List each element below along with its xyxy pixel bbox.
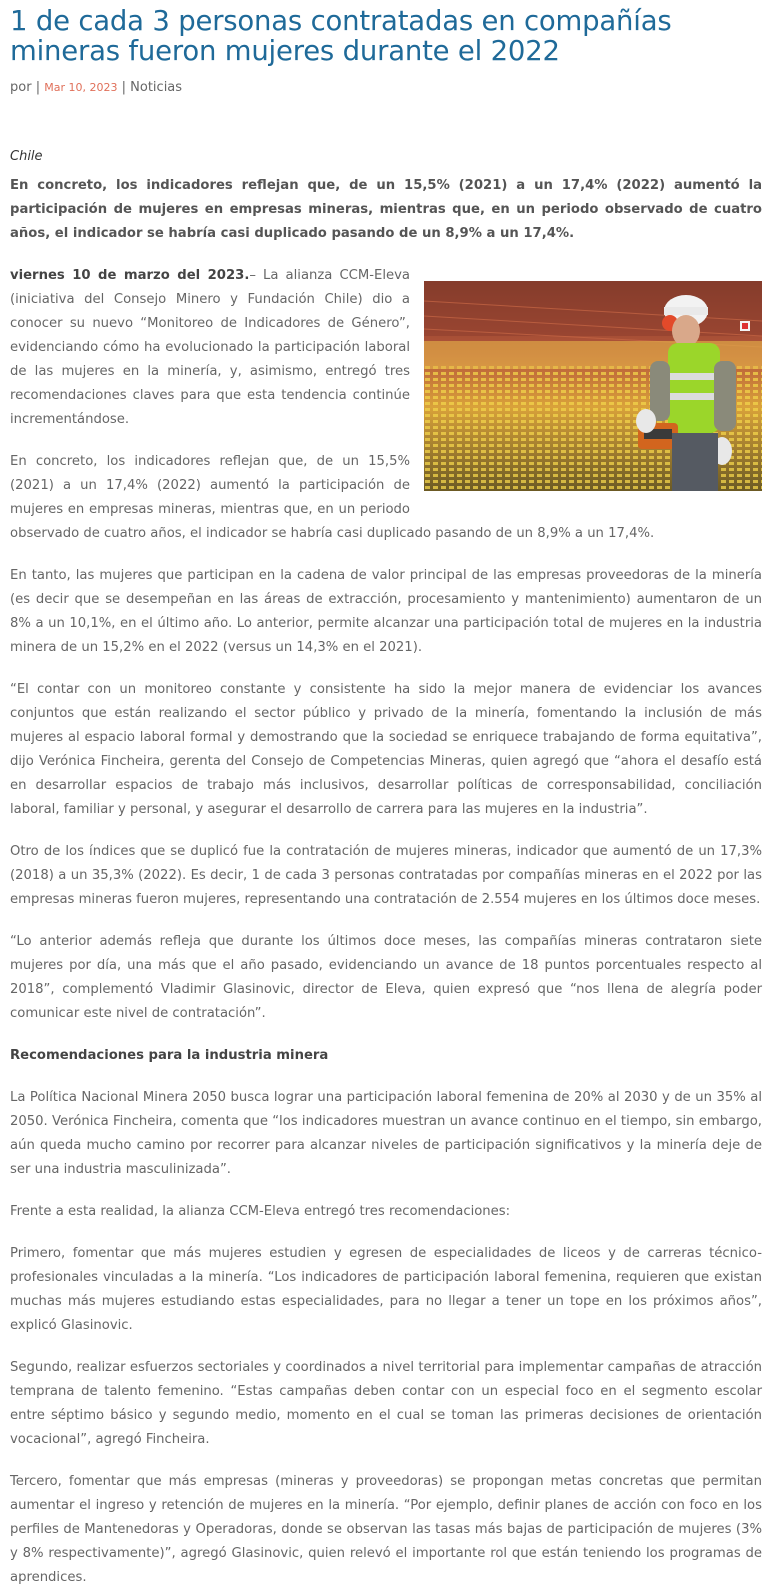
- section-heading: Recomendaciones para la industria minera: [10, 1048, 329, 1063]
- article-title: 1 de cada 3 personas contratadas en compañías mineras fueron mujeres durante el 2022: [10, 5, 672, 67]
- paragraph: Frente a esta realidad, la alianza CCM-Eleva entregó tres recomendaciones:: [10, 1204, 511, 1219]
- paragraph: Primero, fomentar que más mujeres estudien y egresen de especialidades de liceos y de carreras técnico-profesionales vinculadas a la minería. “Los indicadores de participación laboral femenina, requieren que existan muchas más mujeres estudiando estas especialidades, para no llegar a tener un tope en los próximos años”, explicó Glasinovic.: [10, 1246, 762, 1333]
- article-meta: [10, 80, 762, 95]
- paragraph: “Lo anterior además refleja que durante los últimos doce meses, las compañías mineras contrataron siete mujeres por día, una más que el año pasado, evidenciando un avance de 18 puntos porcentuales respecto al 2018”, complementó Vladimir Glasinovic, director de Eleva, quien expresó que “nos llena de alegría poder comunicar este nivel de contratación”.: [10, 934, 762, 1021]
- paragraph: En tanto, las mujeres que participan en la cadena de valor principal de las empresas proveedoras de la minería (es decir que se desempeñan en las áreas de extracción, procesamiento y mantenimiento) aumentaron de un 8% a un 10,1%, en el último año. Lo anterior, permite alcanzar una participación total de mujeres en la industria minera de un 15,2% en el 2022 (versus un 14,3% en el 2021).: [10, 568, 762, 655]
- publish-date: Mar 10, 2023: [44, 81, 118, 94]
- article-lead: En concreto, los indicadores reflejan que, de un 15,5% (2021) a un 17,4% (2022) aumentó la participación de mujeres en empresas mineras, mientras que, en un periodo observado de cuatro años, el indicador se habría casi duplicado pasando de un 8,9% a un 17,4%.: [10, 178, 762, 241]
- paragraph: Segundo, realizar esfuerzos sectoriales y coordinados a nivel territorial para implementar campañas de atracción temprana de talento femenino. “Estas campañas deben contar con un especial foco en el segmento escolar entre séptimo básico y segundo medio, momento en el cual se toman las primeras decisiones de orientación vocacional”, agregó Fincheira.: [10, 1360, 762, 1447]
- article-location: Chile: [10, 149, 43, 164]
- dateline: viernes 10 de marzo del 2023.: [10, 268, 250, 283]
- author-label: por: [10, 80, 32, 95]
- paragraph: Tercero, fomentar que más empresas (mineras y proveedoras) se propongan metas concretas que permitan aumentar el ingreso y retención de mujeres en la minería. “Por ejemplo, definir planes de acción con foco en los perfiles de Mantenedoras y Operadoras, donde se observan las tasas más bajas de participación de mujeres (3% y 8% respectivamente)”, agregó Glasinovic, quien relevó el importante rol que están teniendo los programas de aprendices.: [10, 1474, 762, 1585]
- meta-separator: |: [35, 80, 41, 95]
- mining-worker-photo: [424, 281, 762, 491]
- paragraph-intro-text: – La alianza CCM-Eleva (iniciativa del Consejo Minero y Fundación Chile) dio a conocer su nuevo “Monitoreo de Indicadores de Género”, evidenciando cómo ha evolucionado la participación laboral de las mujeres en la minería, y, asimismo, entregó tres recomendaciones claves para que esta tendencia continúe incrementándose.: [10, 268, 411, 427]
- paragraph: En concreto, los indicadores reflejan que, de un 15,5% (2021) a un 17,4% (2022) aumentó la participación de mujeres en empresas mineras, mientras que, en un periodo observado de cuatro años, el indicador se habría casi duplicado pasando de un 8,9% a un 17,4%.: [10, 454, 655, 541]
- category-link[interactable]: Noticias: [130, 80, 183, 95]
- paragraph: “El contar con un monitoreo constante y consistente ha sido la mejor manera de evidenciar los avances conjuntos que están realizando el sector público y privado de la minería, fomentando la inclusión de más mujeres al espacio laboral formal y demostrando que la sociedad se enriquece trabajando de forma equitativa”, dijo Verónica Fincheira, gerenta del Consejo de Competencias Mineras, quien agregó que “ahora el desafío está en desarrollar espacios de trabajo más inclusivos, desarrollar políticas de corresponsabilidad, conciliación laboral, familiar y personal, y asegurar el desarrollo de carrera para las mujeres en la industria”.: [10, 682, 762, 817]
- paragraph: La Política Nacional Minera 2050 busca lograr una participación laboral femenina de 20% al 2030 y de un 35% al 2050. Verónica Fincheira, comenta que “los indicadores muestran un avance continuo en el tiempo, sin embargo, aún queda mucho camino por recorrer para alcanzar niveles de participación significativos y la minería deje de ser una industria masculinizada”.: [10, 1090, 762, 1177]
- article: [10, 0, 762, 1590]
- spacer: [10, 95, 762, 149]
- paragraph: Otro de los índices que se duplicó fue la contratación de mujeres mineras, indicador que aumentó de un 17,3% (2018) a un 35,3% (2022). Es decir, 1 de cada 3 personas contratadas por compañías mineras en el 2022 por las empresas mineras fueron mujeres, representando una contratación de 2.554 mujeres en los últimos doce meses.: [10, 844, 762, 907]
- meta-separator: |: [121, 80, 127, 95]
